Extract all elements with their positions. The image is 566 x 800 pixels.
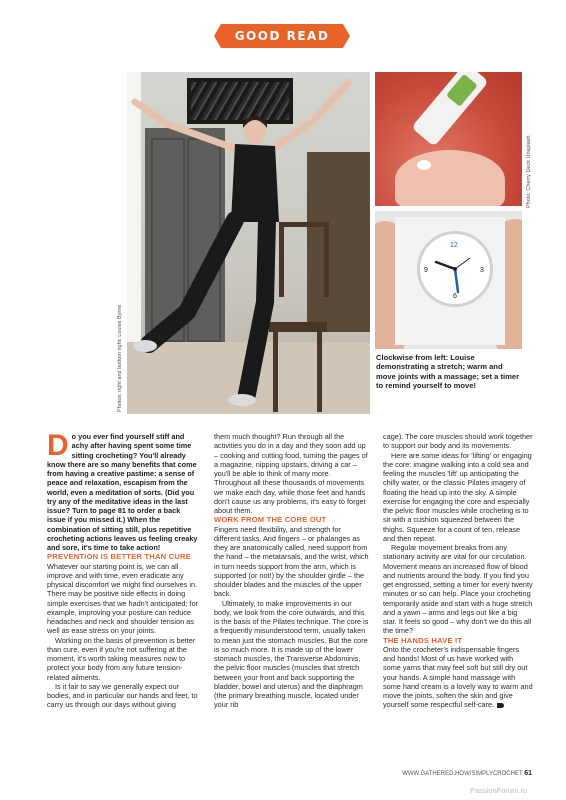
clock-icon xyxy=(420,234,490,304)
heading-hands: THE HANDS HAVE IT xyxy=(383,635,463,645)
article-column-1 xyxy=(47,429,200,710)
article-column-2 xyxy=(214,432,369,710)
paragraph: them much thought? Run through all the activities you do in a day and they soon add up – cooking and cutting food, turning the pages of a magazine, nipping upstairs, driving a car – you'll be able to think of many more. Throughout all these thousands of movements we make each day, while those feet and hands don't cause us any problems, it's easy to forget about them. xyxy=(214,432,368,515)
drop-cap: D xyxy=(47,429,69,462)
footer-url[interactable]: WWW.GATHERED.HOW/SIMPLYCROCHET xyxy=(402,771,523,777)
clock-face xyxy=(417,231,493,307)
hand-cream-photo xyxy=(375,72,522,206)
paragraph: Regular movement breaks from any stationary activity are vital for our circulation. Movement means an increased flow of blood and nutrients around the body. If you find you get engrossed, setting a timer for every twenty minutes or so can help. Place your crocheting temporarily aside and start with a huge stretch and a yawn – arms and legs out like a big star. It feels so good – why don't we do this all the time? xyxy=(383,543,533,636)
svg-text:12: 12 xyxy=(450,242,458,249)
woman-stretching xyxy=(127,72,370,414)
photo-credit-main: Photos: right and bottom right: Louise Byrne xyxy=(117,304,123,412)
page-number: 61 xyxy=(524,770,532,777)
photo-credit-hand: Photo: Cherry Deck Unsplash xyxy=(526,135,532,208)
intro-lead: o you ever find yourself stiff and achy after having spent some time sitting crocheting? You'll already know there are so many benefits that come from having a creative pastime: a sense of peace and relaxation, escapism from the world, even a meditation of sorts. (Did you try any of the meditative ideas in the last issue? Turn to page 81 to order a back issue if you missed it.) When the combination of sitting still, plus repetitive crocheting actions leaves us feeling creaky and sore, it's time to take action! xyxy=(47,432,198,552)
paragraph: Here are some ideas for 'lifting' or engaging the core: imagine walking into a cold sea and feeling the muscles 'lift' up anticipating the chilly water, or the classic Pilates imagery of floating the head up into the sky. A simple exercise for engaging the core and especially the pelvic floor muscles while crocheting is to sit with a cushion squeezed between the thighs. Squeeze for a count of ten, release and then repeat. xyxy=(383,450,532,543)
heading-prevention: PREVENTION IS BETTER THAN CURE xyxy=(47,552,191,562)
clock-photo xyxy=(375,211,522,349)
svg-text:3: 3 xyxy=(480,267,484,274)
photo-caption: Clockwise from left: Louise demonstrating a stretch; warm and move joints with a massage; set a timer to remind yourself to move! xyxy=(376,353,520,391)
cream-tube xyxy=(411,72,489,147)
svg-text:9: 9 xyxy=(424,267,428,274)
paragraph: Ultimately, to make improvements in our body, we look from the core outwards, and this is the basis of the Pilates technique. The core is a frequently misunderstood term, usually taken to mean just the stomach muscles. But the core is so much more. It is made up of the lower stomach muscles, the Transverse Abdominis, the pelvic floor muscles (muscles that stretch between your front and back supporting the bladder, bowel and uterus) and the diaphragm (the primary breathing muscle, located under your rib xyxy=(214,598,369,710)
paragraph: Is it fair to say we generally expect our bodies, and in particular our hands and feet, to carry us through our days without giving xyxy=(47,681,198,710)
svg-text:6: 6 xyxy=(453,293,457,300)
paragraph: Onto the crocheter's indispensable fingers and hands! Most of us have worked with some yarns that may feel soft but still dry out your hands. A simple hand massage with some hand cream is a lovely way to warm and move the joints, soften the skin and give yourself some respectful self-care. xyxy=(383,644,533,710)
continue-arrow-icon xyxy=(497,703,504,708)
paragraph: Working on the basis of prevention is better than cure, even if you're not suffering at the moment, it's worth taking measures now to protect your body from any future tension-related ailments. xyxy=(47,635,196,682)
heading-core: WORK FROM THE CORE OUT xyxy=(214,515,327,525)
watermark: PassionForum.ru xyxy=(470,786,528,795)
article-column-3 xyxy=(383,432,533,710)
cream-dollop xyxy=(417,160,431,170)
stretch-photo xyxy=(127,72,370,414)
paragraph: Whatever our starting point is, we can all improve and with time, even eradicate any physical discomfort we might find ourselves in. There may be positive side effects in doing simple exercises that we hadn't anticipated; for example, improving your posture can reduce headaches and neck and shoulder tension as well as ease stress on your joints. xyxy=(47,561,199,636)
palm xyxy=(395,150,505,206)
page-footer xyxy=(380,770,532,777)
paragraph: Fingers need flexibility, and strength for different tasks. And fingers – or phalanges as they are anatomically called, need support from the hand – the metatarsals, and the wrist, which in turn needs support from the arm, which is supported (or not!) by the shoulder girdle – the shoulder blades and the muscles of the upper back. xyxy=(214,524,369,599)
section-banner: GOOD READ xyxy=(221,24,343,48)
clock-box xyxy=(395,217,505,345)
paragraph: cage). The core muscles should work together to support our body and its movements. xyxy=(383,432,533,451)
